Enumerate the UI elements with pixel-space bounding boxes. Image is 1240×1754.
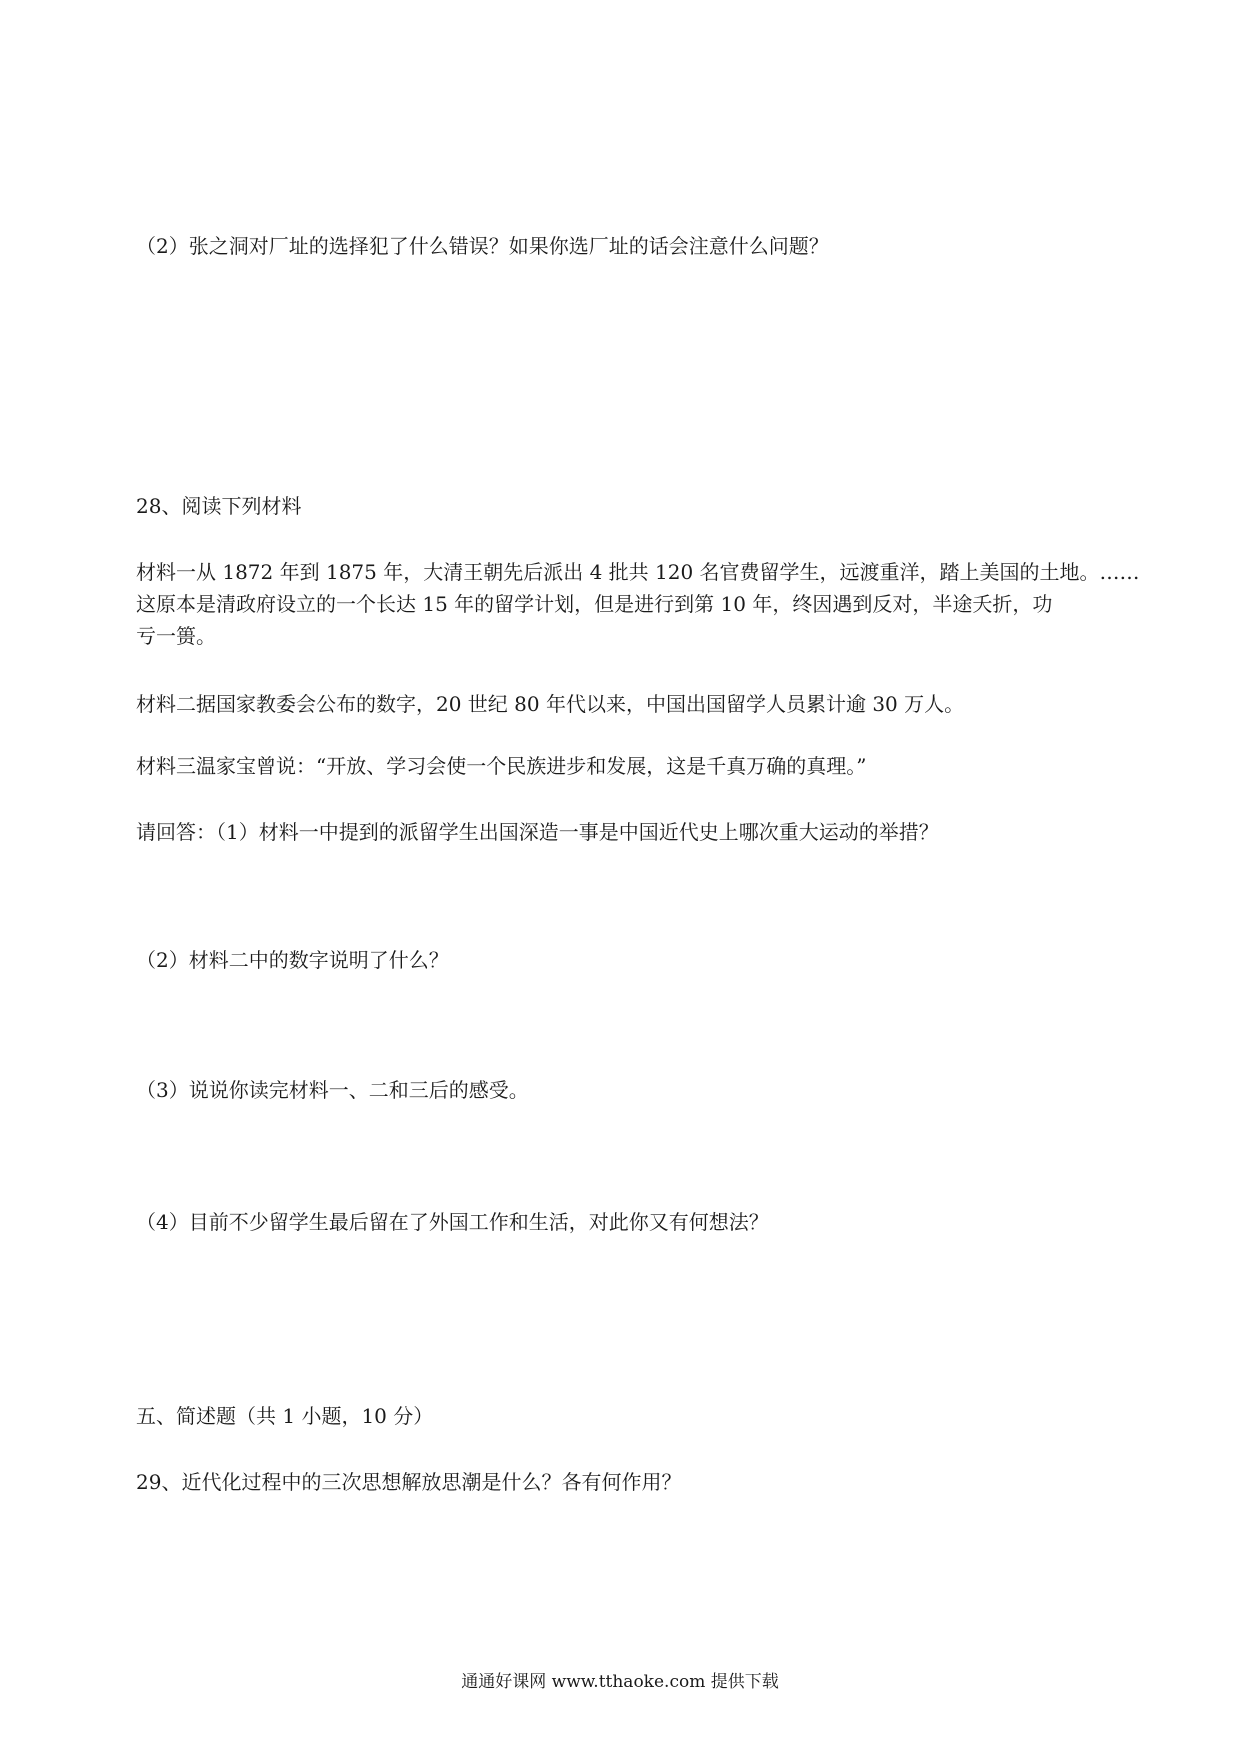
q28-material-1 (136, 556, 1140, 652)
material-1-line-2: 这原本是清政府设立的一个长达 15 年的留学计划，但是进行到第 10 年，终因遇到反对，半途夭折，功 (136, 592, 1053, 616)
q29-question: 29、近代化过程中的三次思想解放思潮是什么？各有何作用？ (136, 1470, 682, 1494)
q28-material-2: 材料二据国家教委会公布的数字，20 世纪 80 年代以来，中国出国留学人员累计逾 30 万人。 (136, 692, 965, 716)
section-5-heading: 五、简述题（共 1 小题，10 分） (136, 1404, 434, 1428)
q28-heading: 28、阅读下列材料 (136, 494, 302, 518)
q28-ask-1: 请回答：（1）材料一中提到的派留学生出国深造一事是中国近代史上哪次重大运动的举措？ (136, 820, 939, 844)
page-footer: 通通好课网 www.tthaoke.com 提供下载 (461, 1672, 779, 1692)
q28-ask-3: （3）说说你读完材料一、二和三后的感受。 (136, 1078, 529, 1102)
material-1-line-3: 亏一篑。 (136, 624, 216, 648)
q28-material-3: 材料三温家宝曾说：“开放、学习会使一个民族进步和发展，这是千真万确的真理。” (136, 754, 867, 778)
q27-subquestion-2: （2）张之洞对厂址的选择犯了什么错误？如果你选厂址的话会注意什么问题？ (136, 234, 829, 258)
material-1-line-1: 材料一从 1872 年到 1875 年，大清王朝先后派出 4 批共 120 名官费留学生，远渡重洋，踏上美国的土地。…… (136, 560, 1140, 584)
q28-ask-4: （4）目前不少留学生最后留在了外国工作和生活，对此你又有何想法？ (136, 1210, 769, 1234)
q28-ask-2: （2）材料二中的数字说明了什么？ (136, 948, 449, 972)
